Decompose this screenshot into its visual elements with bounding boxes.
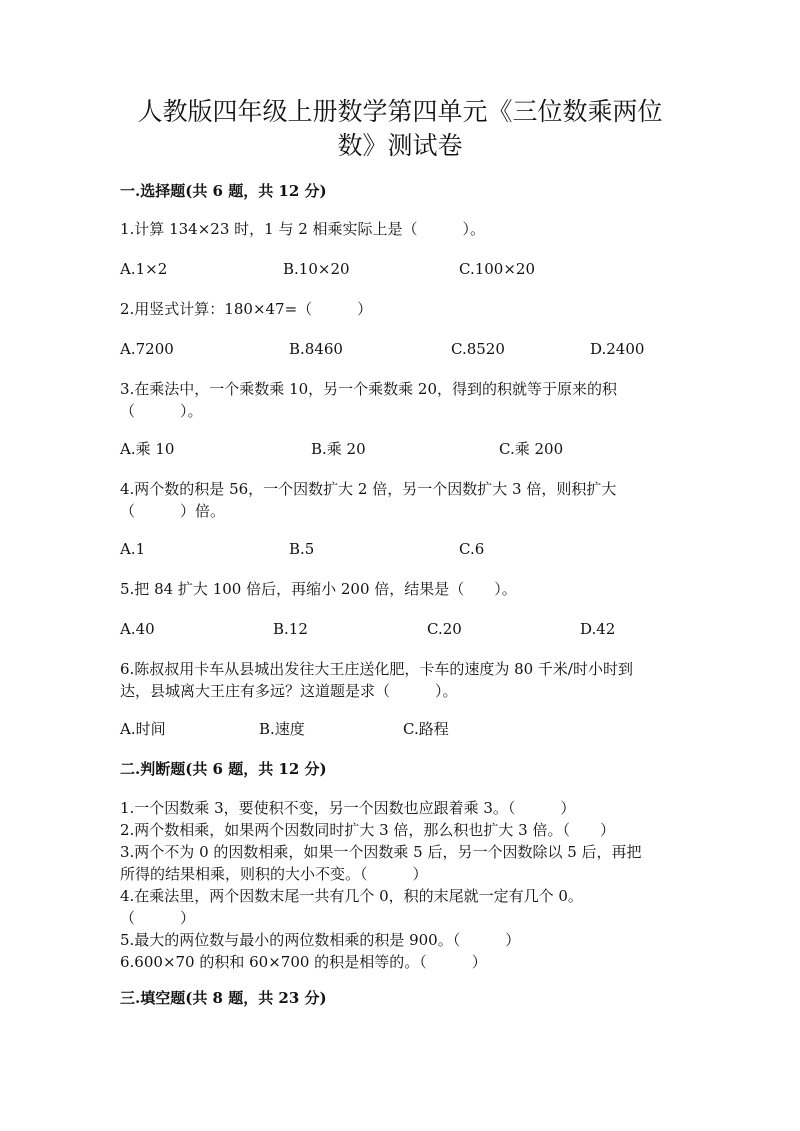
judge-item-line: 所得的结果相乘，则积的大小不变。（ ） [120,865,428,883]
question-4-line-2: （ ）倍。 [120,502,226,520]
question-3-option-a: A.乘 10 [120,440,175,458]
question-1: 1.计算 134×23 时，1 与 2 相乘实际上是（ ）。 [120,220,486,238]
question-2-option-c: C.8520 [451,340,505,358]
question-3-line-1: 3.在乘法中，一个乘数乘 10，另一个乘数乘 20，得到的积就等于原来的积 [120,380,618,398]
question-2-option-b: B.8460 [289,340,343,358]
question-3-option-c: C.乘 200 [499,440,564,458]
question-3-line-2: （ ）。 [120,402,203,420]
question-1-option-a: A.1×2 [120,260,168,278]
judge-item-line: 5.最大的两位数与最小的两位数相乘的积是 900。（ ） [120,931,521,949]
question-4-option-a: A.1 [120,540,146,558]
question-5-option-c: C.20 [427,620,462,638]
question-6-option-c: C.路程 [403,720,449,738]
judge-item-line: 2.两个数相乘，如果两个因数同时扩大 3 倍，那么积也扩大 3 倍。（ ） [120,821,615,839]
question-4-line-1: 4.两个数的积是 56，一个因数扩大 2 倍，另一个因数扩大 3 倍，则积扩大 [120,480,617,498]
question-4-option-c: C.6 [459,540,485,558]
judge-item-line: （ ） [120,909,196,927]
judge-item-line: 4.在乘法里，两个因数末尾一共有几个 0，积的末尾就一定有几个 0。 [120,887,583,905]
question-3-option-b: B.乘 20 [311,440,366,458]
question-2-option-d: D.2400 [590,340,645,358]
question-2-option-a: A.7200 [120,340,174,358]
exam-title-line-1: 人教版四年级上册数学第四单元《三位数乘两位 [137,97,663,126]
section-heading-judge: 二.判断题(共 6 题，共 12 分) [120,760,327,778]
exam-title-line-2: 数》测试卷 [337,131,463,160]
question-1-option-b: B.10×20 [283,260,350,278]
judge-item-line: 3.两个不为 0 的因数相乘，如果一个因数乘 5 后，另一个因数除以 5 后，再把 [120,843,642,861]
question-6-option-b: B.速度 [259,720,305,738]
judge-item-line: 6.600×70 的积和 60×700 的积是相等的。（ ） [120,953,487,971]
judge-item-line: 1.一个因数乘 3，要使积不变，另一个因数也应跟着乘 3。（ ） [120,799,576,817]
question-6-option-a: A.时间 [120,720,166,738]
question-6-line-1: 6.陈叔叔用卡车从县城出发往大王庄送化肥，卡车的速度为 80 千米/时小时到 [120,660,633,678]
section-heading-fill: 三.填空题(共 8 题，共 23 分) [120,989,327,1007]
question-1-option-c: C.100×20 [459,260,535,278]
question-5: 5.把 84 扩大 100 倍后，再缩小 200 倍，结果是（ ）。 [120,580,517,598]
question-5-option-b: B.12 [273,620,308,638]
question-6-line-2: 达，县城离大王庄有多远？这道题是求（ ）。 [120,682,458,700]
question-4-option-b: B.5 [289,540,315,558]
question-5-option-a: A.40 [120,620,155,638]
question-2: 2.用竖式计算：180×47=（ ） [120,300,373,318]
section-heading-choice: 一.选择题(共 6 题，共 12 分) [120,182,327,200]
question-5-option-d: D.42 [580,620,616,638]
